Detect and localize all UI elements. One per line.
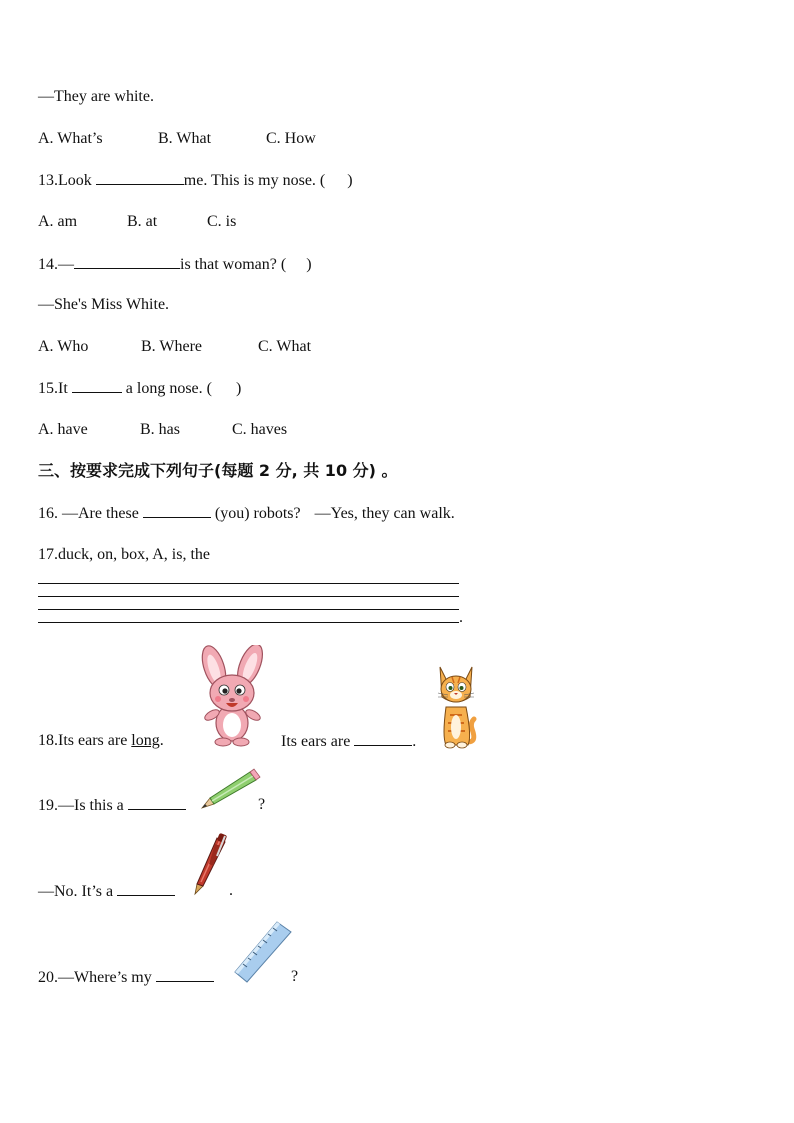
red-pen-image — [189, 832, 231, 898]
q17-question: 17.duck, on, box, A, is, the — [38, 546, 210, 563]
q20-question — [38, 967, 214, 988]
q18-prefix: 18.Its ears are — [38, 732, 132, 749]
q20-blank[interactable] — [156, 967, 214, 982]
q15-blank[interactable] — [72, 378, 122, 393]
q18-suffix: . — [159, 732, 164, 749]
q13-suffix: me. This is my nose. ( — [183, 172, 326, 189]
q19-line2-end: . — [229, 882, 233, 899]
q15-option-a: A. have — [38, 421, 88, 438]
section-3-heading: 三、按要求完成下列句子(每题 2 分, 共 10 分) 。 — [38, 461, 398, 480]
q14-prefix: 14.— — [38, 256, 74, 273]
q14-paren-close: ) — [306, 256, 312, 273]
q17-answer-line-3[interactable] — [38, 609, 459, 610]
rabbit-image — [190, 645, 276, 749]
q19-blank-2[interactable] — [117, 881, 175, 896]
q14-option-c: C. What — [258, 338, 312, 355]
q17-end-mark: . — [459, 609, 463, 626]
q13-paren-close: ) — [347, 172, 353, 189]
q15-option-c: C. haves — [232, 421, 288, 438]
q16-blank[interactable] — [143, 503, 211, 518]
q14-option-b: B. Where — [141, 338, 203, 355]
q19-line-1 — [38, 795, 186, 816]
q20-prefix: 20.—Where’s my — [38, 969, 156, 986]
q13-question — [38, 170, 353, 191]
q15-prefix: 15.It — [38, 380, 72, 397]
q16-question — [38, 503, 455, 524]
q13-option-a: A. am — [38, 213, 78, 230]
q16-prefix: 16. —Are these — [38, 505, 143, 522]
q14-answer: —She's Miss White. — [38, 296, 170, 313]
q12-option-a: A. What’s — [38, 130, 103, 147]
q18-underlined-word: long — [131, 732, 160, 749]
q18-second-prefix: Its ears are — [281, 733, 355, 750]
q16-suffix: (you) robots? — [210, 505, 301, 522]
q14-suffix: is that woman? ( — [180, 256, 287, 273]
q19-line1-prefix: 19.—Is this a — [38, 797, 128, 814]
q18-end-mark: . — [412, 733, 417, 750]
q13-blank[interactable] — [96, 170, 184, 185]
green-pencil-image — [198, 768, 262, 812]
q12-option-c: C. How — [266, 130, 316, 147]
q13-prefix: 13.Look — [38, 172, 96, 189]
q12-option-b: B. What — [158, 130, 212, 147]
q15-suffix: a long nose. ( — [121, 380, 212, 397]
q14-question — [38, 254, 312, 275]
q12-answer: —They are white. — [38, 88, 154, 105]
q14-option-a: A. Who — [38, 338, 89, 355]
ruler-image — [233, 920, 293, 984]
q18-second — [281, 731, 416, 752]
q20-end-mark: ? — [291, 968, 299, 985]
q19-line2-prefix: —No. It’s a — [38, 883, 118, 900]
q17-answer-line-2[interactable] — [38, 596, 459, 597]
q18-blank[interactable] — [354, 731, 412, 746]
cat-image — [434, 657, 480, 751]
q13-option-b: B. at — [127, 213, 158, 230]
q17-answer-line-4[interactable] — [38, 622, 459, 623]
q13-option-c: C. is — [207, 213, 237, 230]
q19-line1-end: ? — [258, 796, 266, 813]
q19-line-2 — [38, 881, 175, 902]
q17-answer-line-1[interactable] — [38, 583, 459, 584]
q16-answer: —Yes, they can walk. — [314, 505, 455, 522]
q15-option-b: B. has — [140, 421, 180, 438]
q19-blank-1[interactable] — [128, 795, 186, 810]
q18-first — [38, 731, 164, 751]
q15-question — [38, 378, 241, 399]
q14-blank[interactable] — [74, 254, 180, 269]
q15-paren-close: ) — [235, 380, 242, 397]
